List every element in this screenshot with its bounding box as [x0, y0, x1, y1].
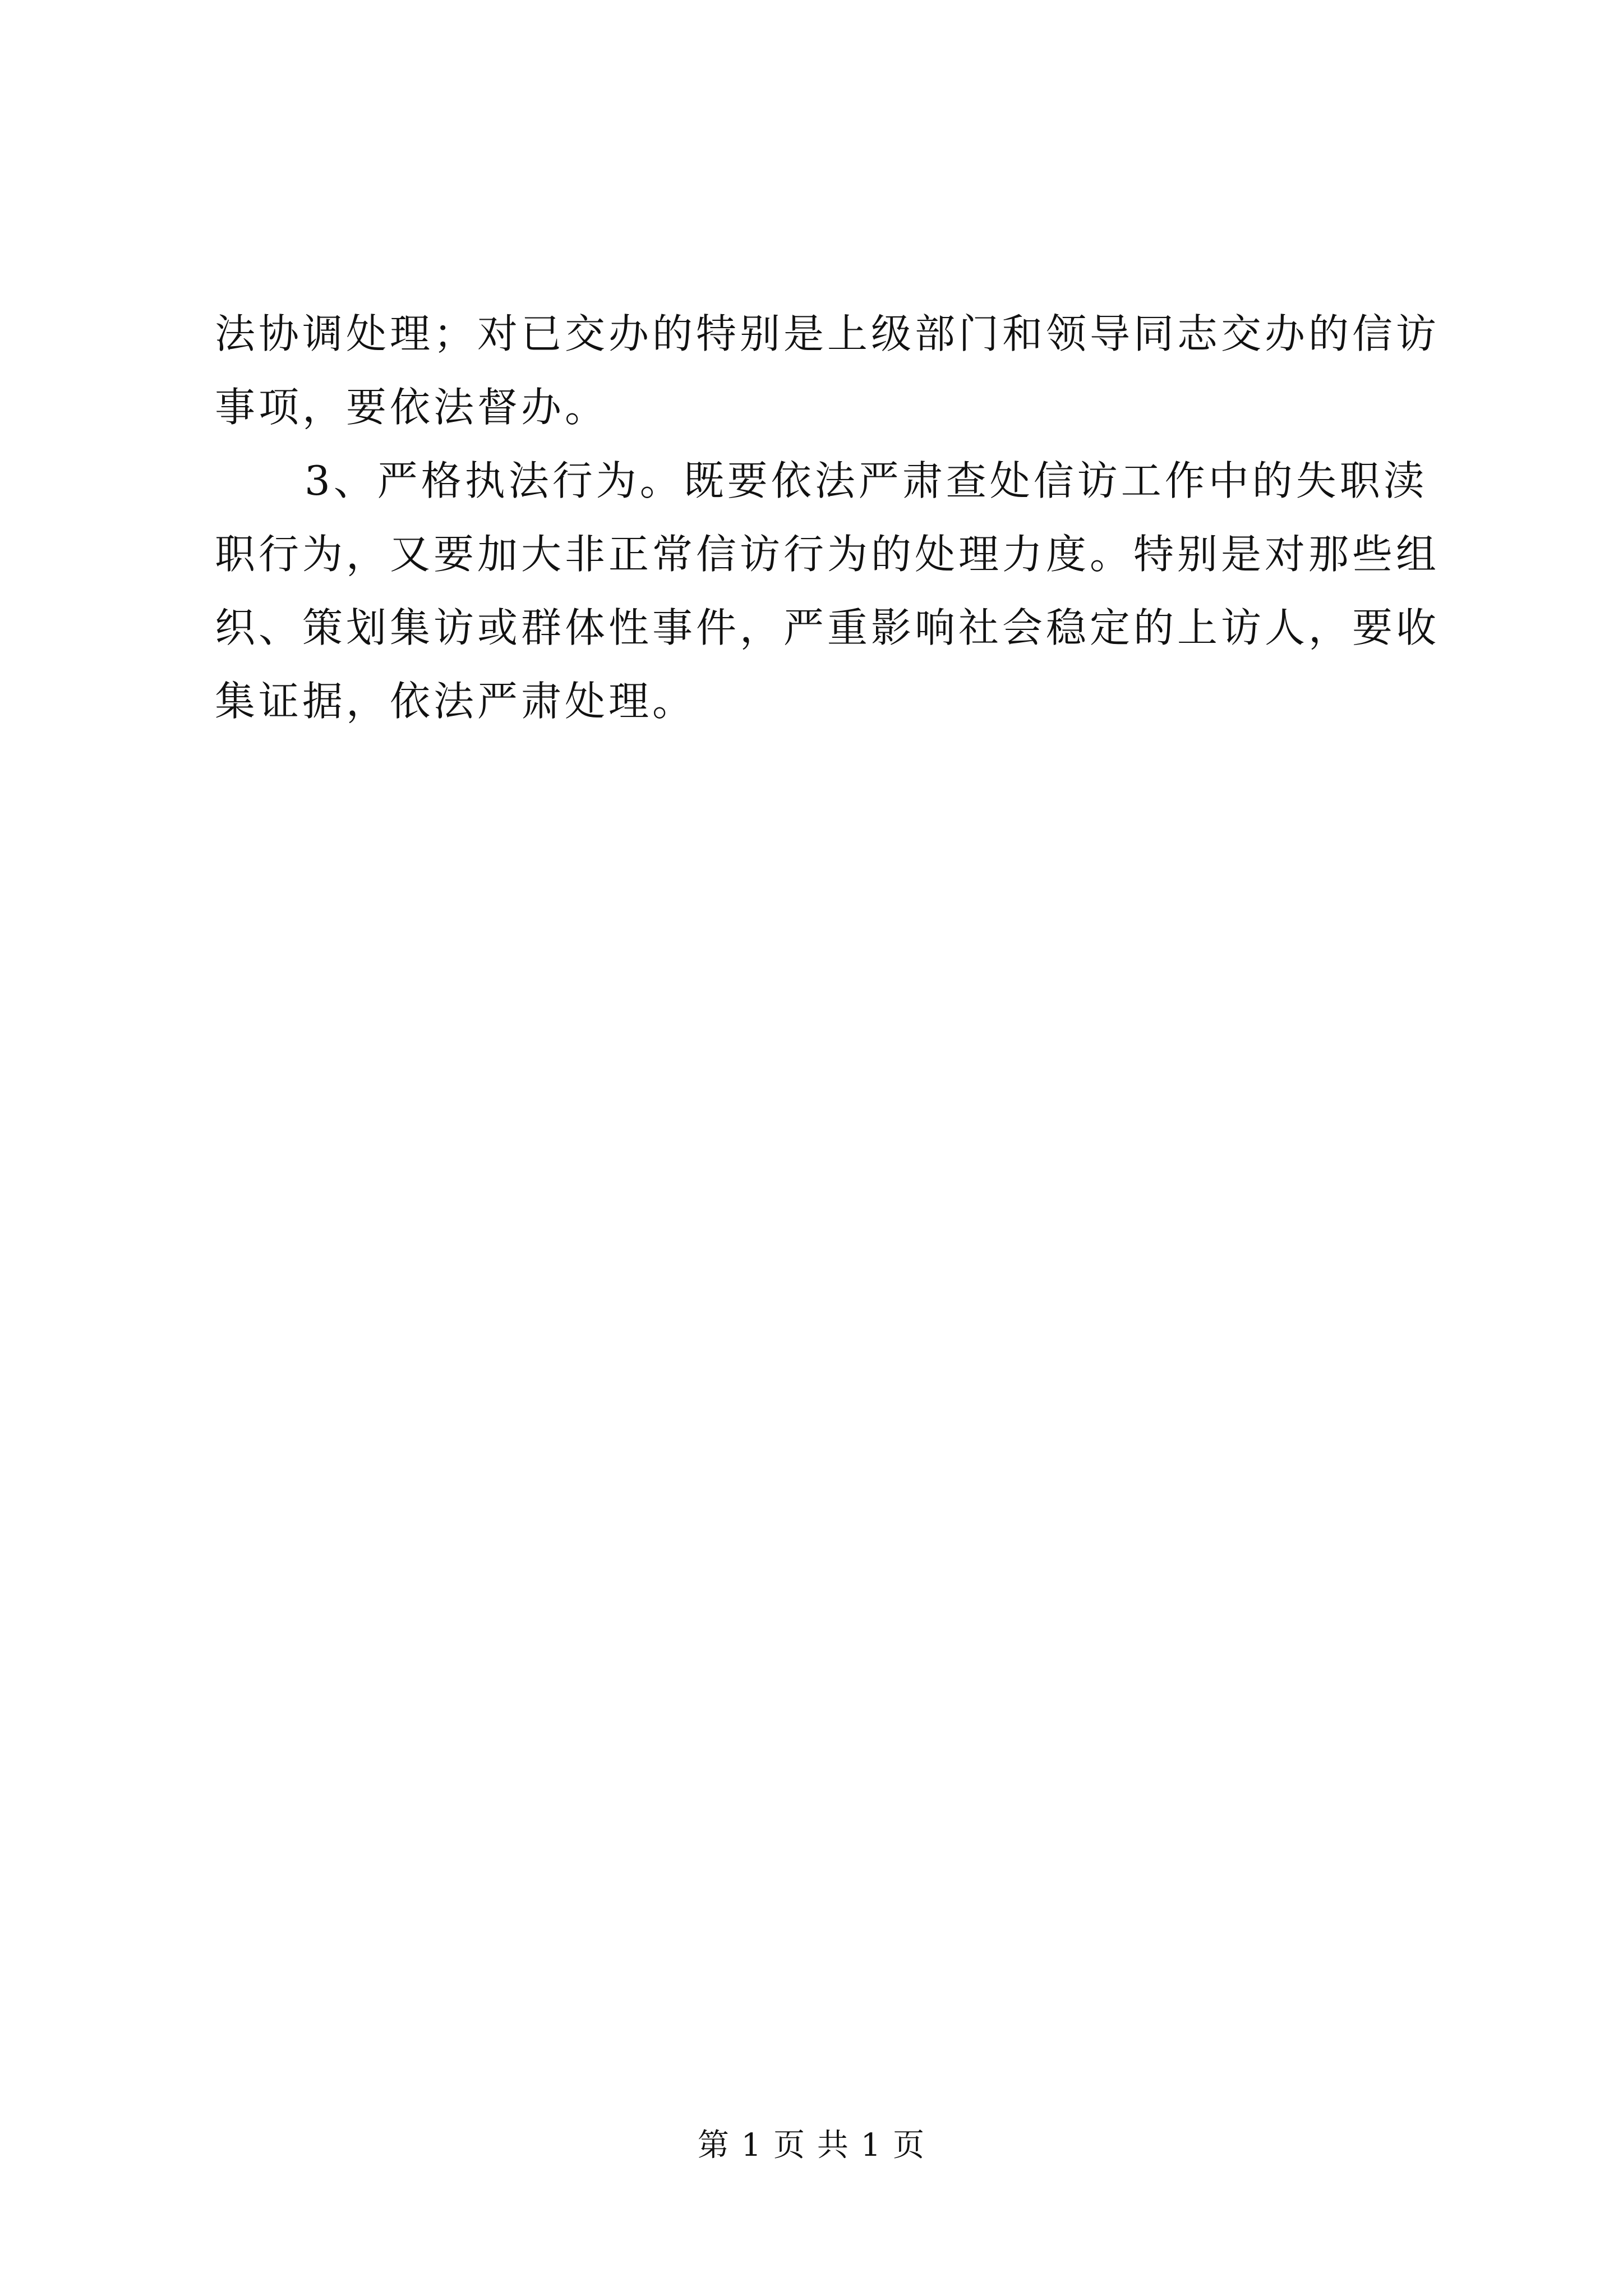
body-line: 3、严格执法行为。既要依法严肃查处信访工作中的失职渎 — [305, 457, 1427, 504]
body-line: 集证据，依法严肃处理。 — [215, 678, 697, 725]
page-footer: 第 1 页 共 1 页 — [697, 2127, 926, 2164]
body-line: 职行为，又要加大非正常信访行为的处理力度。特别是对那些组 — [215, 531, 1440, 578]
body-line: 织、策划集访或群体性事件，严重影响社会稳定的上访人，要收 — [215, 604, 1440, 651]
body-line: 事项，要依法督办。 — [215, 384, 609, 431]
document-body — [215, 297, 1440, 738]
body-line: 法协调处理；对已交办的特别是上级部门和领导同志交办的信访 — [215, 310, 1440, 357]
